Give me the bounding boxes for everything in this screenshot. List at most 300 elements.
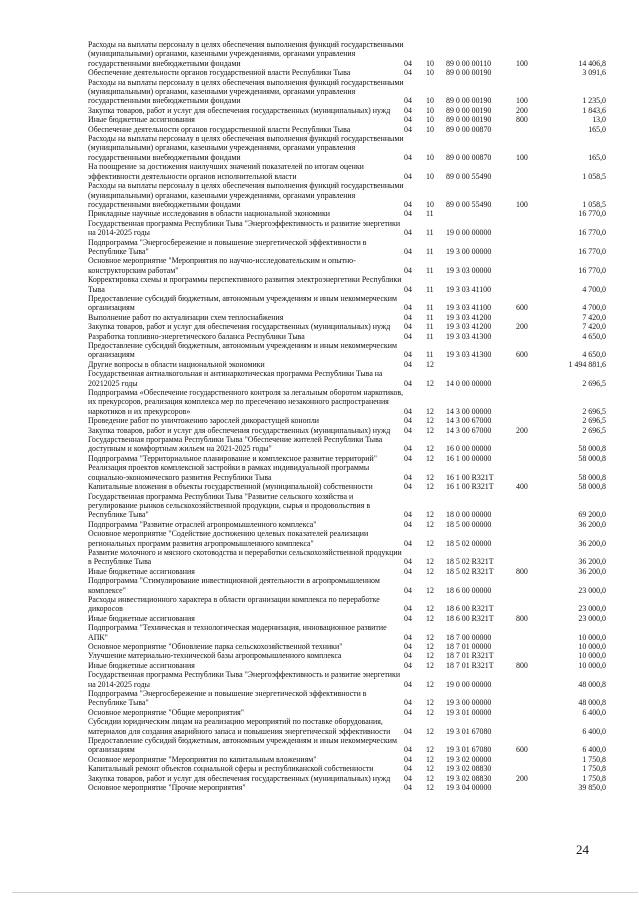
row-name: Основное мероприятие "Обновление парка сельскохозяйственной техники" bbox=[88, 642, 343, 651]
row-subsection: 12 bbox=[426, 698, 434, 708]
row-subsection: 10 bbox=[426, 96, 434, 106]
table-row bbox=[88, 736, 606, 755]
row-section: 04 bbox=[404, 604, 412, 614]
row-amount: 36 200,0 bbox=[578, 519, 606, 529]
row-amount: 48 000,8 bbox=[578, 698, 606, 708]
row-subsection: 10 bbox=[426, 58, 434, 68]
row-name: Иные бюджетные ассигнования bbox=[88, 566, 195, 576]
row-name: Подпрограмма "Стимулирование инвестиционной деятельности в агропромышленном комплексе" bbox=[88, 576, 380, 595]
row-expense-type bbox=[516, 520, 554, 529]
table-row bbox=[88, 106, 606, 115]
row-amount: 16 770,0 bbox=[578, 246, 606, 256]
table-row bbox=[88, 181, 606, 209]
row-amount: 10 000,0 bbox=[578, 660, 606, 670]
row-target-article: 19 3 00 00000 bbox=[446, 698, 492, 708]
row-name: Иные бюджетные ассигнования bbox=[88, 660, 195, 670]
row-expense-type: 800 bbox=[516, 566, 528, 576]
row-expense-type: 100 bbox=[516, 199, 528, 209]
row-subsection: 12 bbox=[426, 538, 434, 548]
row-target-article: 14 3 00 67000 bbox=[446, 425, 492, 435]
row-section: 04 bbox=[404, 199, 412, 209]
row-amount: 2 696,5 bbox=[582, 378, 606, 388]
table-row bbox=[88, 275, 606, 294]
row-expense-type bbox=[516, 162, 554, 181]
row-amount: 48 000,8 bbox=[578, 679, 606, 689]
row-expense-type bbox=[516, 360, 554, 369]
row-target-article: 18 6 00 R321T bbox=[446, 604, 494, 614]
row-expense-type bbox=[516, 416, 554, 425]
row-name: Расходы на выплаты персоналу в целях обеспечения выполнения функций государственными (муниципальными) органами, казенными учреждениями, органами управления государственными внебюджетными фондами bbox=[88, 181, 404, 209]
row-subsection: 12 bbox=[426, 585, 434, 595]
row-subsection: 12 bbox=[426, 425, 434, 435]
row-amount: 1 750,8 bbox=[582, 773, 606, 783]
row-amount: 39 850,0 bbox=[578, 783, 606, 793]
row-target-article: 19 3 01 67080 bbox=[446, 726, 492, 736]
table-row bbox=[88, 614, 606, 623]
row-subsection: 12 bbox=[426, 613, 434, 623]
table-row bbox=[88, 369, 606, 388]
row-subsection: 11 bbox=[426, 284, 434, 294]
row-name: Предоставление субсидий бюджетным, автономным учреждениям и иным некоммерческим организациям bbox=[88, 293, 397, 313]
row-subsection: 10 bbox=[426, 124, 434, 134]
table-row bbox=[88, 322, 606, 331]
row-expense-type: 100 bbox=[516, 152, 528, 162]
table-row bbox=[88, 40, 606, 68]
row-amount: 6 400,0 bbox=[582, 726, 606, 736]
row-amount: 6 400,0 bbox=[582, 745, 606, 755]
row-subsection: 11 bbox=[426, 246, 434, 256]
table-row bbox=[88, 774, 606, 783]
table-row bbox=[88, 416, 606, 425]
row-expense-type: 800 bbox=[516, 660, 528, 670]
row-section: 04 bbox=[404, 105, 412, 115]
row-target-article: 19 3 03 41100 bbox=[446, 303, 492, 313]
row-expense-type bbox=[516, 755, 554, 764]
row-amount: 4 700,0 bbox=[582, 284, 606, 294]
row-subsection: 10 bbox=[426, 199, 434, 209]
table-row bbox=[88, 623, 606, 642]
row-amount: 16 770,0 bbox=[578, 209, 606, 219]
row-name: Прикладные научные исследования в области национальной экономики bbox=[88, 209, 330, 219]
row-subsection: 12 bbox=[426, 773, 434, 783]
page-number: 24 bbox=[576, 842, 589, 857]
row-expense-type bbox=[516, 529, 554, 548]
row-expense-type: 200 bbox=[516, 773, 528, 783]
row-name: На поощрение за достижения наилучших значений показателей по итогам оценки эффективности деятельности органов исполнительной власти bbox=[88, 162, 364, 181]
table-row bbox=[88, 341, 606, 360]
row-subsection: 10 bbox=[426, 171, 434, 181]
row-amount: 1 843,6 bbox=[582, 105, 606, 115]
row-subsection: 12 bbox=[426, 642, 434, 651]
row-expense-type bbox=[516, 576, 554, 595]
row-name: Предоставление субсидий бюджетным, автономным учреждениям и иным некоммерческим организациям bbox=[88, 736, 397, 755]
row-section: 04 bbox=[404, 406, 412, 416]
row-subsection: 12 bbox=[426, 745, 434, 755]
row-name: Расходы на выплаты персоналу в целях обеспечения выполнения функций государственными (муниципальными) органами, казенными учреждениями, органами управления государственными внебюджетными фондами bbox=[88, 40, 404, 68]
row-section: 04 bbox=[404, 707, 412, 717]
row-name: Подпрограмма "Территориальное планирование и комплексное развитие территорий" bbox=[88, 453, 377, 463]
row-amount: 1 058,5 bbox=[582, 171, 606, 181]
row-target-article: 19 0 00 00000 bbox=[446, 679, 492, 689]
row-expense-type bbox=[516, 125, 554, 134]
table-row bbox=[88, 426, 606, 435]
row-expense-type: 800 bbox=[516, 115, 528, 125]
row-expense-type: 600 bbox=[516, 350, 528, 360]
row-target-article: 19 3 03 00000 bbox=[446, 265, 492, 275]
row-expense-type bbox=[516, 463, 554, 482]
row-target-article: 19 3 03 41200 bbox=[446, 322, 492, 332]
row-amount: 1 494 881,6 bbox=[568, 359, 606, 369]
row-name: Расходы инвестиционного характера в области организации комплекса по переработке дикоросов bbox=[88, 594, 380, 614]
row-expense-type bbox=[516, 388, 554, 416]
row-target-article: 19 3 03 41200 bbox=[446, 312, 492, 322]
row-target-article: 89 0 00 00190 bbox=[446, 68, 492, 78]
row-section: 04 bbox=[404, 425, 412, 435]
row-section: 04 bbox=[404, 651, 412, 661]
table-row bbox=[88, 332, 606, 341]
row-amount: 1 235,0 bbox=[582, 96, 606, 106]
row-subsection: 12 bbox=[426, 416, 434, 426]
row-expense-type bbox=[516, 623, 554, 642]
row-section: 04 bbox=[404, 783, 412, 793]
row-subsection: 12 bbox=[426, 764, 434, 774]
row-target-article: 19 3 03 41300 bbox=[446, 350, 492, 360]
row-name: Подпрограмма "Техническая и технологическая модернизация, инновационное развитие АПК" bbox=[88, 623, 387, 642]
row-expense-type bbox=[516, 689, 554, 708]
row-section: 04 bbox=[404, 726, 412, 736]
row-amount: 4 700,0 bbox=[582, 303, 606, 313]
row-section: 04 bbox=[404, 585, 412, 595]
row-target-article: 18 7 01 R321T bbox=[446, 660, 494, 670]
table-row bbox=[88, 520, 606, 529]
row-name: Закупка товаров, работ и услуг для обеспечения государственных (муниципальных) нужд bbox=[88, 322, 391, 332]
row-target-article: 18 6 00 R321T bbox=[446, 613, 494, 623]
row-name: Закупка товаров, работ и услуг для обеспечения государственных (муниципальных) нужд bbox=[88, 773, 391, 783]
table-row bbox=[88, 642, 606, 651]
row-subsection: 12 bbox=[426, 632, 434, 642]
row-section: 04 bbox=[404, 124, 412, 134]
row-amount: 58 000,8 bbox=[578, 482, 606, 492]
row-expense-type bbox=[516, 209, 554, 218]
row-section: 04 bbox=[404, 472, 412, 482]
table-row bbox=[88, 219, 606, 238]
row-section: 04 bbox=[404, 510, 412, 520]
row-amount: 3 091,6 bbox=[582, 68, 606, 78]
row-expense-type bbox=[516, 492, 554, 520]
row-target-article: 89 0 00 55490 bbox=[446, 199, 492, 209]
row-section: 04 bbox=[404, 228, 412, 238]
row-subsection: 11 bbox=[426, 322, 434, 332]
table-row bbox=[88, 463, 606, 482]
row-name: Государственная программа Республики Тыва "Развитие сельского хозяйства и регулирование рынков сельскохозяйственной продукции, сырья и продовольствия в Республике Тыва" bbox=[88, 491, 371, 520]
table-row bbox=[88, 209, 606, 218]
row-section: 04 bbox=[404, 331, 412, 341]
table-row bbox=[88, 595, 606, 614]
row-name: Расходы на выплаты персоналу в целях обеспечения выполнения функций государственными (муниципальными) органами, казенными учреждениями, органами управления государственными внебюджетными фондами bbox=[88, 134, 404, 162]
row-target-article: 19 3 03 41300 bbox=[446, 331, 492, 341]
row-name: Основное мероприятие "Содействие достижению целевых показателей реализации региональных программ развития агропромышленного комплекса" bbox=[88, 529, 369, 548]
row-amount: 2 696,5 bbox=[582, 425, 606, 435]
row-subsection: 12 bbox=[426, 679, 434, 689]
row-subsection: 11 bbox=[426, 303, 434, 313]
row-expense-type bbox=[516, 764, 554, 773]
table-row bbox=[88, 689, 606, 708]
table-row bbox=[88, 492, 606, 520]
table-row bbox=[88, 529, 606, 548]
row-section: 04 bbox=[404, 303, 412, 313]
table-row bbox=[88, 661, 606, 670]
row-name: Обеспечение деятельности органов государственной власти Республики Тыва bbox=[88, 124, 351, 134]
row-expense-type bbox=[516, 256, 554, 275]
row-expense-type bbox=[516, 651, 554, 660]
row-section: 04 bbox=[404, 265, 412, 275]
table-row bbox=[88, 388, 606, 416]
row-target-article: 89 0 00 55490 bbox=[446, 171, 492, 181]
row-section: 04 bbox=[404, 745, 412, 755]
row-section: 04 bbox=[404, 764, 412, 774]
row-expense-type bbox=[516, 717, 554, 736]
row-subsection: 10 bbox=[426, 105, 434, 115]
row-expense-type bbox=[516, 219, 554, 238]
row-subsection: 12 bbox=[426, 378, 434, 388]
row-expense-type bbox=[516, 548, 554, 567]
row-amount: 23 000,0 bbox=[578, 585, 606, 595]
row-subsection: 12 bbox=[426, 783, 434, 793]
table-row bbox=[88, 294, 606, 313]
row-subsection: 12 bbox=[426, 359, 434, 369]
row-target-article: 89 0 00 00190 bbox=[446, 115, 492, 125]
row-target-article: 19 3 02 08830 bbox=[446, 773, 492, 783]
table-row bbox=[88, 651, 606, 660]
row-subsection: 12 bbox=[426, 707, 434, 717]
row-name: Основное мероприятие "Общие мероприятия" bbox=[88, 707, 245, 717]
row-subsection: 10 bbox=[426, 115, 434, 125]
row-subsection: 11 bbox=[426, 331, 434, 341]
table-row bbox=[88, 548, 606, 567]
row-name: Проведение работ по уничтожению зарослей дикорастущей конопли bbox=[88, 416, 319, 426]
row-target-article: 19 3 00 00000 bbox=[446, 246, 492, 256]
row-subsection: 12 bbox=[426, 566, 434, 576]
row-amount: 4 650,0 bbox=[582, 350, 606, 360]
row-expense-type: 200 bbox=[516, 322, 528, 332]
row-section: 04 bbox=[404, 284, 412, 294]
row-target-article: 89 0 00 00190 bbox=[446, 105, 492, 115]
row-subsection: 12 bbox=[426, 660, 434, 670]
row-section: 04 bbox=[404, 152, 412, 162]
table-row bbox=[88, 576, 606, 595]
table-row bbox=[88, 670, 606, 689]
row-subsection: 12 bbox=[426, 754, 434, 764]
row-subsection: 11 bbox=[426, 265, 434, 275]
row-target-article bbox=[446, 209, 516, 218]
row-target-article: 19 3 04 00000 bbox=[446, 783, 492, 793]
table-row bbox=[88, 115, 606, 124]
table-row bbox=[88, 313, 606, 322]
row-amount: 7 420,0 bbox=[582, 312, 606, 322]
row-amount: 10 000,0 bbox=[578, 632, 606, 642]
row-target-article: 19 3 01 00000 bbox=[446, 707, 492, 717]
footer-rule bbox=[12, 892, 638, 893]
row-name: Субсидии юридическим лицам на реализацию мероприятий по поставке оборудования, материалов для создания аварийного запаса и повышения энергетической эффективности bbox=[88, 717, 391, 736]
row-name: Выполнение работ по актуализации схем теплоснабжения bbox=[88, 312, 284, 322]
row-name: Подпрограмма "Энергосбережение и повышение энергетической эффективности в Республике Тыва" bbox=[88, 689, 367, 708]
row-amount: 58 000,8 bbox=[578, 472, 606, 482]
row-expense-type bbox=[516, 275, 554, 294]
row-subsection: 11 bbox=[426, 209, 434, 219]
row-amount: 1 058,5 bbox=[582, 199, 606, 209]
row-section: 04 bbox=[404, 613, 412, 623]
row-expense-type: 200 bbox=[516, 425, 528, 435]
row-target-article: 18 5 00 00000 bbox=[446, 519, 492, 529]
row-subsection: 11 bbox=[426, 350, 434, 360]
row-section: 04 bbox=[404, 96, 412, 106]
row-target-article: 18 5 02 R321T bbox=[446, 557, 494, 567]
row-expense-type: 600 bbox=[516, 303, 528, 313]
row-section: 04 bbox=[404, 642, 412, 651]
row-subsection: 12 bbox=[426, 444, 434, 454]
table-row bbox=[88, 482, 606, 491]
table-row bbox=[88, 78, 606, 106]
budget-rows bbox=[88, 40, 606, 793]
row-amount: 2 696,5 bbox=[582, 406, 606, 416]
row-amount: 23 000,0 bbox=[578, 604, 606, 614]
table-row bbox=[88, 256, 606, 275]
row-name: Иные бюджетные ассигнования bbox=[88, 115, 195, 125]
row-section: 04 bbox=[404, 378, 412, 388]
row-amount: 10 000,0 bbox=[578, 651, 606, 661]
row-name: Улучшение материально-технической базы агропромышленного комплекса bbox=[88, 651, 342, 661]
row-name: Основное мероприятие "Мероприятия по капитальным вложениям" bbox=[88, 754, 317, 764]
table-row bbox=[88, 68, 606, 77]
row-target-article: 14 3 00 00000 bbox=[446, 406, 492, 416]
row-target-article: 18 7 00 00000 bbox=[446, 632, 492, 642]
row-subsection: 10 bbox=[426, 152, 434, 162]
row-target-article: 18 7 01 R321T bbox=[446, 651, 494, 661]
row-subsection: 12 bbox=[426, 510, 434, 520]
row-section: 04 bbox=[404, 359, 412, 369]
row-name: Государственная программа Республики Тыва "Обеспечение жителей Республики Тыва доступным и комфортным жильем на 2021-2025 годы" bbox=[88, 435, 383, 454]
row-name: Иные бюджетные ассигнования bbox=[88, 613, 195, 623]
row-subsection: 11 bbox=[426, 228, 434, 238]
row-subsection: 12 bbox=[426, 453, 434, 463]
row-target-article: 16 1 00 R321T bbox=[446, 472, 494, 482]
row-subsection: 11 bbox=[426, 312, 434, 322]
row-subsection: 12 bbox=[426, 519, 434, 529]
row-amount: 58 000,8 bbox=[578, 453, 606, 463]
row-section: 04 bbox=[404, 754, 412, 764]
row-section: 04 bbox=[404, 68, 412, 78]
row-amount: 165,0 bbox=[588, 124, 606, 134]
row-section: 04 bbox=[404, 679, 412, 689]
table-row bbox=[88, 764, 606, 773]
row-expense-type bbox=[516, 670, 554, 689]
row-target-article: 89 0 00 00870 bbox=[446, 124, 492, 134]
row-amount: 6 400,0 bbox=[582, 707, 606, 717]
row-expense-type: 200 bbox=[516, 105, 528, 115]
table-row bbox=[88, 755, 606, 764]
row-name: Основное мероприятие "Прочие мероприятия" bbox=[88, 783, 246, 793]
row-amount: 16 770,0 bbox=[578, 228, 606, 238]
row-subsection: 12 bbox=[426, 406, 434, 416]
table-row bbox=[88, 454, 606, 463]
row-amount: 165,0 bbox=[588, 152, 606, 162]
row-target-article: 18 0 00 00000 bbox=[446, 510, 492, 520]
row-amount: 23 000,0 bbox=[578, 613, 606, 623]
row-name: Реализация проектов комплексной застройки в рамках индивидуальной программы социально-экономического развития Республики Тыва bbox=[88, 463, 370, 482]
row-section: 04 bbox=[404, 538, 412, 548]
row-section: 04 bbox=[404, 58, 412, 68]
row-section: 04 bbox=[404, 632, 412, 642]
row-name: Государственная антиалкогольная и антинаркотическая программа Республики Тыва на 20212025 годы bbox=[88, 369, 383, 388]
row-target-article: 19 3 03 41100 bbox=[446, 284, 492, 294]
row-target-article: 89 0 00 00110 bbox=[446, 58, 492, 68]
row-amount: 58 000,8 bbox=[578, 444, 606, 454]
row-section: 04 bbox=[404, 660, 412, 670]
row-target-article: 16 1 00 00000 bbox=[446, 453, 492, 463]
row-amount: 36 200,0 bbox=[578, 566, 606, 576]
row-amount: 69 200,0 bbox=[578, 510, 606, 520]
row-name: Подпрограмма "Энергосбережение и повышение энергетической эффективности в Республике Тыва" bbox=[88, 237, 367, 256]
row-amount: 2 696,5 bbox=[582, 416, 606, 426]
row-name: Государственная программа Республики Тыва "Энергоэффективность и развитие энергетики на 2014-2025 годы bbox=[88, 218, 401, 238]
table-row bbox=[88, 162, 606, 181]
row-name: Капитальные вложения в объекты государственной (муниципальной) собственности bbox=[88, 482, 373, 492]
row-section: 04 bbox=[404, 482, 412, 492]
row-section: 04 bbox=[404, 773, 412, 783]
row-name: Разработка топливно-энергетического баланса Республики Тыва bbox=[88, 331, 305, 341]
row-target-article: 18 5 02 00000 bbox=[446, 538, 492, 548]
row-section: 04 bbox=[404, 209, 412, 219]
row-section: 04 bbox=[404, 566, 412, 576]
row-section: 04 bbox=[404, 519, 412, 529]
row-amount: 1 750,8 bbox=[582, 764, 606, 774]
table-row bbox=[88, 783, 606, 792]
row-section: 04 bbox=[404, 322, 412, 332]
row-name: Предоставление субсидий бюджетным, автономным учреждениям и иным некоммерческим организациям bbox=[88, 341, 397, 360]
row-amount: 4 650,0 bbox=[582, 331, 606, 341]
row-target-article: 18 7 01 00000 bbox=[446, 642, 492, 651]
row-amount: 36 200,0 bbox=[578, 557, 606, 567]
table-row bbox=[88, 567, 606, 576]
row-target-article: 16 0 00 00000 bbox=[446, 444, 492, 454]
table-row bbox=[88, 360, 606, 369]
row-name: Основное мероприятие "Мероприятия по научно-исследовательским и опытно-конструкторским работам" bbox=[88, 256, 356, 275]
row-subsection: 12 bbox=[426, 726, 434, 736]
row-target-article: 18 6 00 00000 bbox=[446, 585, 492, 595]
row-expense-type bbox=[516, 68, 554, 77]
row-expense-type bbox=[516, 783, 554, 792]
row-expense-type bbox=[516, 238, 554, 257]
row-subsection: 12 bbox=[426, 604, 434, 614]
row-section: 04 bbox=[404, 246, 412, 256]
row-amount: 10 000,0 bbox=[578, 642, 606, 651]
row-target-article: 19 3 02 00000 bbox=[446, 754, 492, 764]
row-name: Расходы на выплаты персоналу в целях обеспечения выполнения функций государственными (муниципальными) органами, казенными учреждениями, органами управления государственными внебюджетными фондами bbox=[88, 77, 404, 106]
table-row bbox=[88, 717, 606, 736]
row-expense-type bbox=[516, 642, 554, 651]
table-row bbox=[88, 708, 606, 717]
row-subsection: 10 bbox=[426, 68, 434, 78]
row-subsection: 12 bbox=[426, 557, 434, 567]
table-row bbox=[88, 435, 606, 454]
row-name: Корректировка схемы и программы перспективного развития электроэнергетики Республики Тыва bbox=[88, 275, 402, 294]
row-subsection: 12 bbox=[426, 651, 434, 661]
row-target-article: 18 5 02 R321T bbox=[446, 566, 494, 576]
row-subsection: 12 bbox=[426, 472, 434, 482]
row-section: 04 bbox=[404, 453, 412, 463]
table-row bbox=[88, 125, 606, 134]
row-name: Закупка товаров, работ и услуг для обеспечения государственных (муниципальных) нужд bbox=[88, 105, 391, 115]
